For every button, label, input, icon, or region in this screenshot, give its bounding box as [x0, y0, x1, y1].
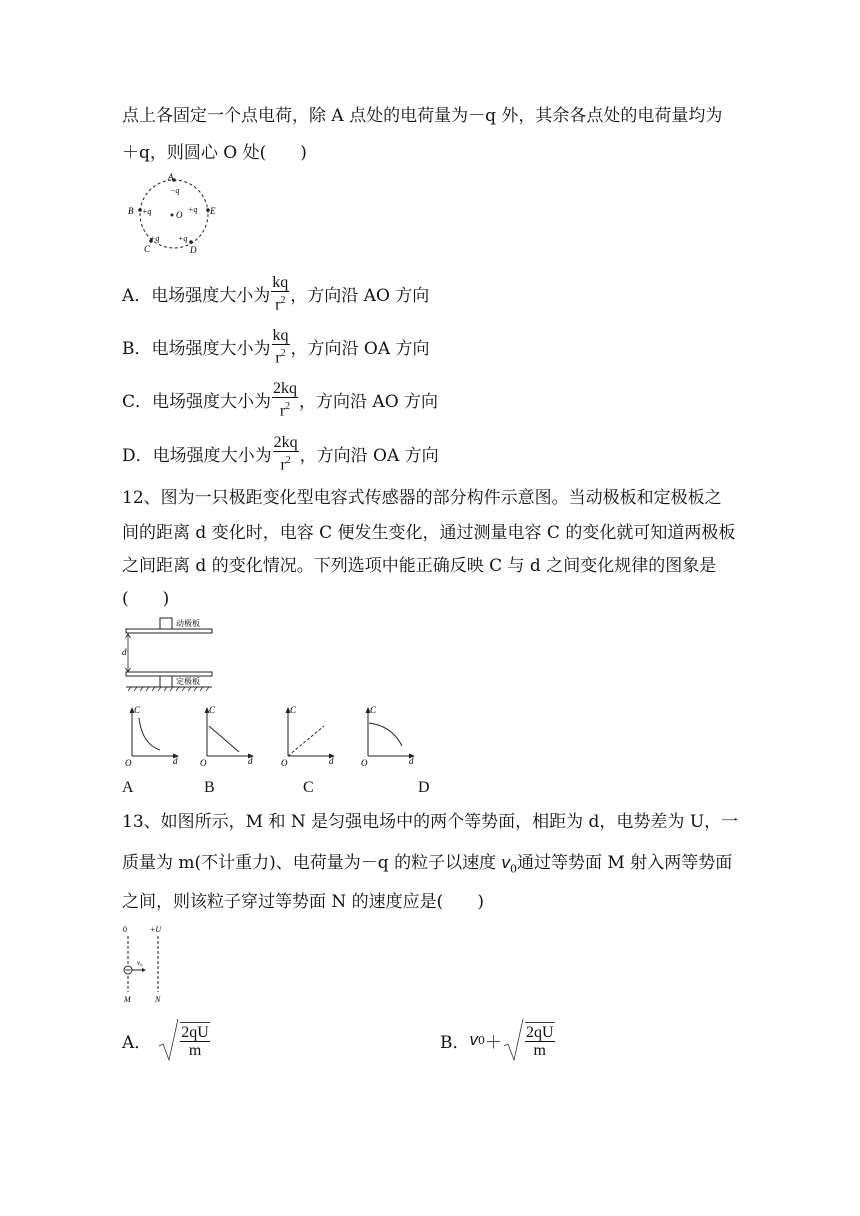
- graph-d: [358, 704, 420, 766]
- q11-option-c[interactable]: C． 电场强度大小为 $\frac{2kq}{r^2}$ ，方向沿 AO 方向: [122, 380, 439, 420]
- axis-c-label: C: [370, 705, 377, 715]
- axis-d-label: d: [329, 756, 334, 766]
- potential-zero-label: 0: [123, 925, 127, 934]
- q11-circle-figure: [122, 172, 222, 258]
- q13-line-2: 质量为 m(不计重力)、电荷量为－q 的粒子以速度 $v_0$通过等势面 M 射入两等势面: [122, 853, 733, 876]
- q12-line-2: 间的距离 d 变化时，电容 C 便发生变化，通过测量电容 C 的变化就可知道两极板: [122, 523, 736, 543]
- point-b-label: B: [128, 206, 134, 216]
- axis-d-label: d: [409, 756, 414, 766]
- graph-b: [197, 704, 259, 766]
- point-b-charge: +q: [142, 207, 152, 216]
- graph-a: [122, 704, 184, 766]
- velocity-label: v₀: [137, 959, 143, 967]
- distance-d-label: d: [122, 647, 127, 657]
- graph-a-label[interactable]: A: [122, 779, 134, 796]
- point-e-charge: +q: [188, 205, 198, 214]
- plane-m-label: M: [124, 995, 131, 1004]
- sqrt-expression: $\frac{2qU}{m}$: [502, 1018, 556, 1062]
- sqrt-expression: $\frac{2qU}{m}$: [151, 1018, 211, 1062]
- origin-label: O: [125, 758, 132, 766]
- graph-b-label[interactable]: B: [204, 779, 215, 796]
- center-o-label: O: [176, 210, 183, 220]
- q11-option-b[interactable]: B． 电场强度大小为 $\frac{kq}{r^2}$ ，方向沿 OA 方向: [122, 327, 430, 367]
- plane-n-label: N: [155, 995, 161, 1004]
- q11-line-1: 点上各固定一个点电荷，除 A 点处的电荷量为－q 外，其余各点处的电荷量均为: [122, 106, 723, 126]
- axis-c-label: C: [134, 705, 141, 715]
- q12-line-3: 之间距离 d 的变化情况。下列选项中能正确反映 C 与 d 之间变化规律的图象是: [122, 556, 717, 576]
- point-a-label: A: [168, 172, 174, 182]
- origin-label: O: [281, 758, 288, 766]
- origin-label: O: [200, 758, 207, 766]
- axis-d-label: d: [173, 756, 178, 766]
- q13-option-a[interactable]: A． $\frac{2qU}{m}$: [122, 1018, 211, 1062]
- q12-line-4: ( ): [122, 589, 170, 609]
- point-c-charge: +q: [150, 234, 160, 243]
- potential-u-label: +U: [150, 925, 162, 934]
- point-e-label: E: [210, 206, 216, 216]
- point-c-label: C: [144, 244, 151, 254]
- q13-line-3: 之间，则该粒子穿过等势面 N 的速度应是( ): [122, 892, 484, 912]
- capacitor-figure: [122, 614, 218, 694]
- axis-c-label: C: [209, 705, 216, 715]
- q11-option-a[interactable]: A． 电场强度大小为 $\frac{kq}{r^2}$ ，方向沿 AO 方向: [122, 274, 430, 314]
- q13-option-b[interactable]: B． v 0 ＋ $\frac{2qU}{m}$: [440, 1018, 556, 1062]
- graph-c: [278, 704, 340, 766]
- point-a-charge: −q: [170, 186, 180, 195]
- origin-label: O: [361, 758, 368, 766]
- point-d-label: D: [190, 245, 197, 255]
- q13-line-1: 13、如图所示，M 和 N 是匀强电场中的两个等势面，相距为 d，电势差为 U，一: [122, 812, 739, 832]
- q11-option-d[interactable]: D． 电场强度大小为 $\frac{2kq}{r^2}$ ，方向沿 OA 方向: [122, 434, 439, 474]
- axis-c-label: C: [290, 705, 297, 715]
- axis-d-label: d: [248, 756, 253, 766]
- graph-c-label[interactable]: C: [303, 779, 314, 796]
- equipotential-figure: [118, 922, 178, 1004]
- fixed-plate-label: 定极板: [176, 677, 200, 686]
- q11-line-2: ＋q，则圆心 O 处( ): [122, 143, 307, 163]
- q12-line-1: 12、图为一只极距变化型电容式传感器的部分构件示意图。当动极板和定极板之: [122, 488, 722, 508]
- point-d-charge: +q: [178, 234, 188, 243]
- graph-d-label[interactable]: D: [418, 779, 430, 796]
- moving-plate-label: 动极板: [176, 619, 200, 628]
